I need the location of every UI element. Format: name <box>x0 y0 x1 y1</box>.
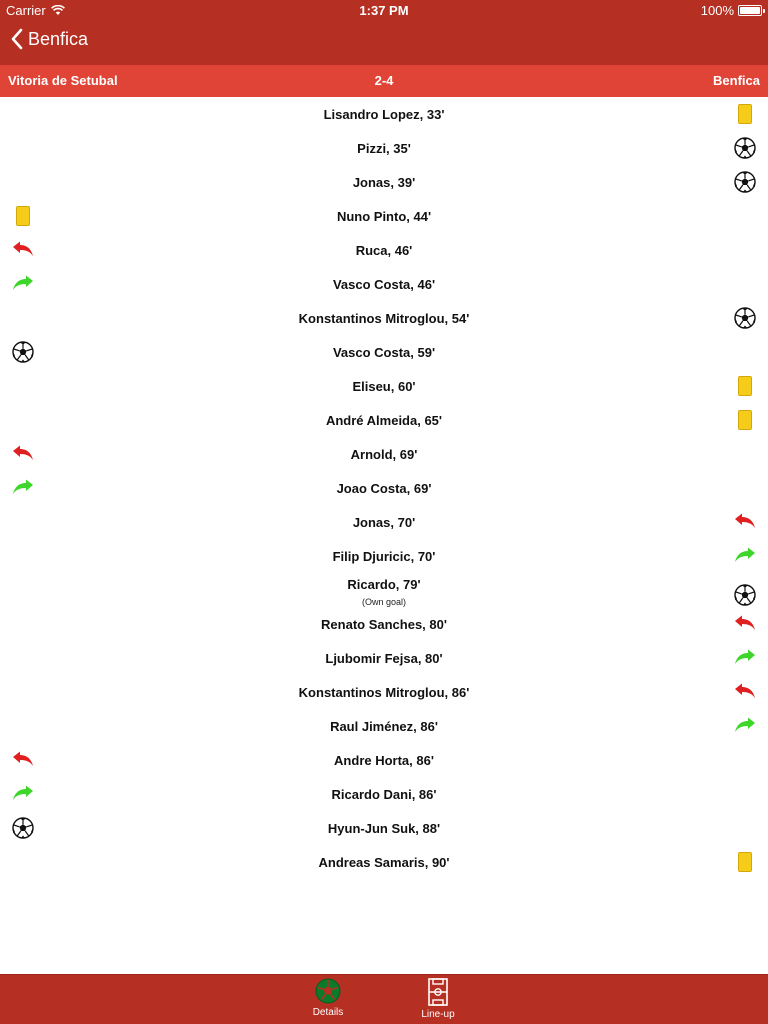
event-note: (Own goal) <box>361 597 406 607</box>
sub-in-icon <box>12 783 34 805</box>
top-bar <box>0 0 768 65</box>
sub-out-icon <box>734 613 756 635</box>
event-player-minute: Andre Horta, 86' <box>334 753 434 768</box>
event-row <box>0 335 768 369</box>
event-row <box>0 369 768 403</box>
event-row <box>0 607 768 641</box>
yellow-card-icon <box>12 205 34 227</box>
event-row <box>0 505 768 539</box>
event-row <box>0 267 768 301</box>
event-row <box>0 471 768 505</box>
ball-icon <box>734 307 756 329</box>
sub-in-icon <box>734 715 756 737</box>
back-label: Benfica <box>28 28 89 49</box>
sub-out-icon <box>734 681 756 703</box>
battery-percent: 100% <box>700 3 734 18</box>
event-row <box>0 709 768 743</box>
sub-out-icon <box>12 443 34 465</box>
yellow-card-icon <box>734 851 756 873</box>
event-player-minute: Ruca, 46' <box>355 243 413 258</box>
event-player-minute: Raul Jiménez, 86' <box>330 719 438 734</box>
event-row <box>0 165 768 199</box>
sub-out-icon <box>12 239 34 261</box>
event-player-minute: Konstantinos Mitroglou, 54' <box>298 311 470 326</box>
event-player-minute: Andreas Samaris, 90' <box>318 855 450 870</box>
event-row <box>0 403 768 437</box>
ball-icon <box>734 171 756 193</box>
event-player-minute: Lisandro Lopez, 33' <box>323 107 445 122</box>
event-row <box>0 437 768 471</box>
event-row <box>0 845 768 879</box>
yellow-card-icon <box>734 409 756 431</box>
score-bar <box>0 65 768 97</box>
event-player-minute: Eliseu, 60' <box>352 379 416 394</box>
event-player-minute: Vasco Costa, 46' <box>332 277 436 292</box>
event-row <box>0 743 768 777</box>
event-player-minute: Ricardo, 79' <box>347 577 421 592</box>
clock: 1:37 PM <box>359 3 409 18</box>
event-player-minute: Pizzi, 35' <box>357 141 411 156</box>
event-player-minute: André Almeida, 65' <box>325 413 443 428</box>
navigation-bar <box>0 20 768 64</box>
match-score: 2-4 <box>374 73 394 88</box>
tab-details-label: Details <box>312 1007 344 1018</box>
event-row <box>0 777 768 811</box>
event-row <box>0 97 768 131</box>
event-player-minute: Filip Djuricic, 70' <box>332 549 436 564</box>
away-team: Benfica <box>713 73 760 88</box>
yellow-card-icon <box>734 375 756 397</box>
back-button[interactable] <box>10 28 88 50</box>
carrier-label: Carrier <box>6 3 46 18</box>
event-player-minute: Jonas, 39' <box>352 175 416 190</box>
football-icon <box>315 978 341 1004</box>
tab-bar <box>0 974 768 1024</box>
event-row <box>0 233 768 267</box>
ball-icon <box>734 137 756 159</box>
event-row <box>0 199 768 233</box>
event-row <box>0 539 768 573</box>
chevron-left-icon <box>10 28 24 50</box>
yellow-card-icon <box>734 103 756 125</box>
event-player-minute: Jonas, 70' <box>352 515 416 530</box>
event-row <box>0 675 768 709</box>
event-row <box>0 811 768 845</box>
event-player-minute: Hyun-Jun Suk, 88' <box>327 821 441 836</box>
battery-indicator <box>701 3 762 18</box>
event-row <box>0 131 768 165</box>
status-bar <box>0 0 768 20</box>
event-player-minute: Renato Sanches, 80' <box>321 617 447 632</box>
event-row <box>0 573 768 607</box>
home-team: Vitoria de Setubal <box>8 73 118 88</box>
event-player-minute: Konstantinos Mitroglou, 86' <box>298 685 470 700</box>
event-player-minute: Ricardo Dani, 86' <box>331 787 437 802</box>
sub-in-icon <box>734 545 756 567</box>
event-player-minute: Vasco Costa, 59' <box>332 345 436 360</box>
tab-details[interactable] <box>288 978 368 1018</box>
tab-line-up-label: Line-up <box>421 1009 455 1020</box>
sub-out-icon <box>734 511 756 533</box>
event-list <box>0 97 768 879</box>
event-player-minute: Nuno Pinto, 44' <box>336 209 432 224</box>
event-player-minute: Joao Costa, 69' <box>336 481 432 496</box>
sub-in-icon <box>12 273 34 295</box>
event-row <box>0 301 768 335</box>
sub-in-icon <box>734 647 756 669</box>
ball-icon <box>12 817 34 839</box>
event-player-minute: Ljubomir Fejsa, 80' <box>325 651 443 666</box>
sub-in-icon <box>12 477 34 499</box>
event-row <box>0 641 768 675</box>
ball-icon <box>12 341 34 363</box>
sub-out-icon <box>12 749 34 771</box>
tab-line-up[interactable] <box>398 978 478 1020</box>
ball-icon <box>734 584 756 606</box>
battery-icon <box>738 5 762 16</box>
event-player-minute: Arnold, 69' <box>350 447 418 462</box>
pitch-icon <box>427 978 449 1006</box>
